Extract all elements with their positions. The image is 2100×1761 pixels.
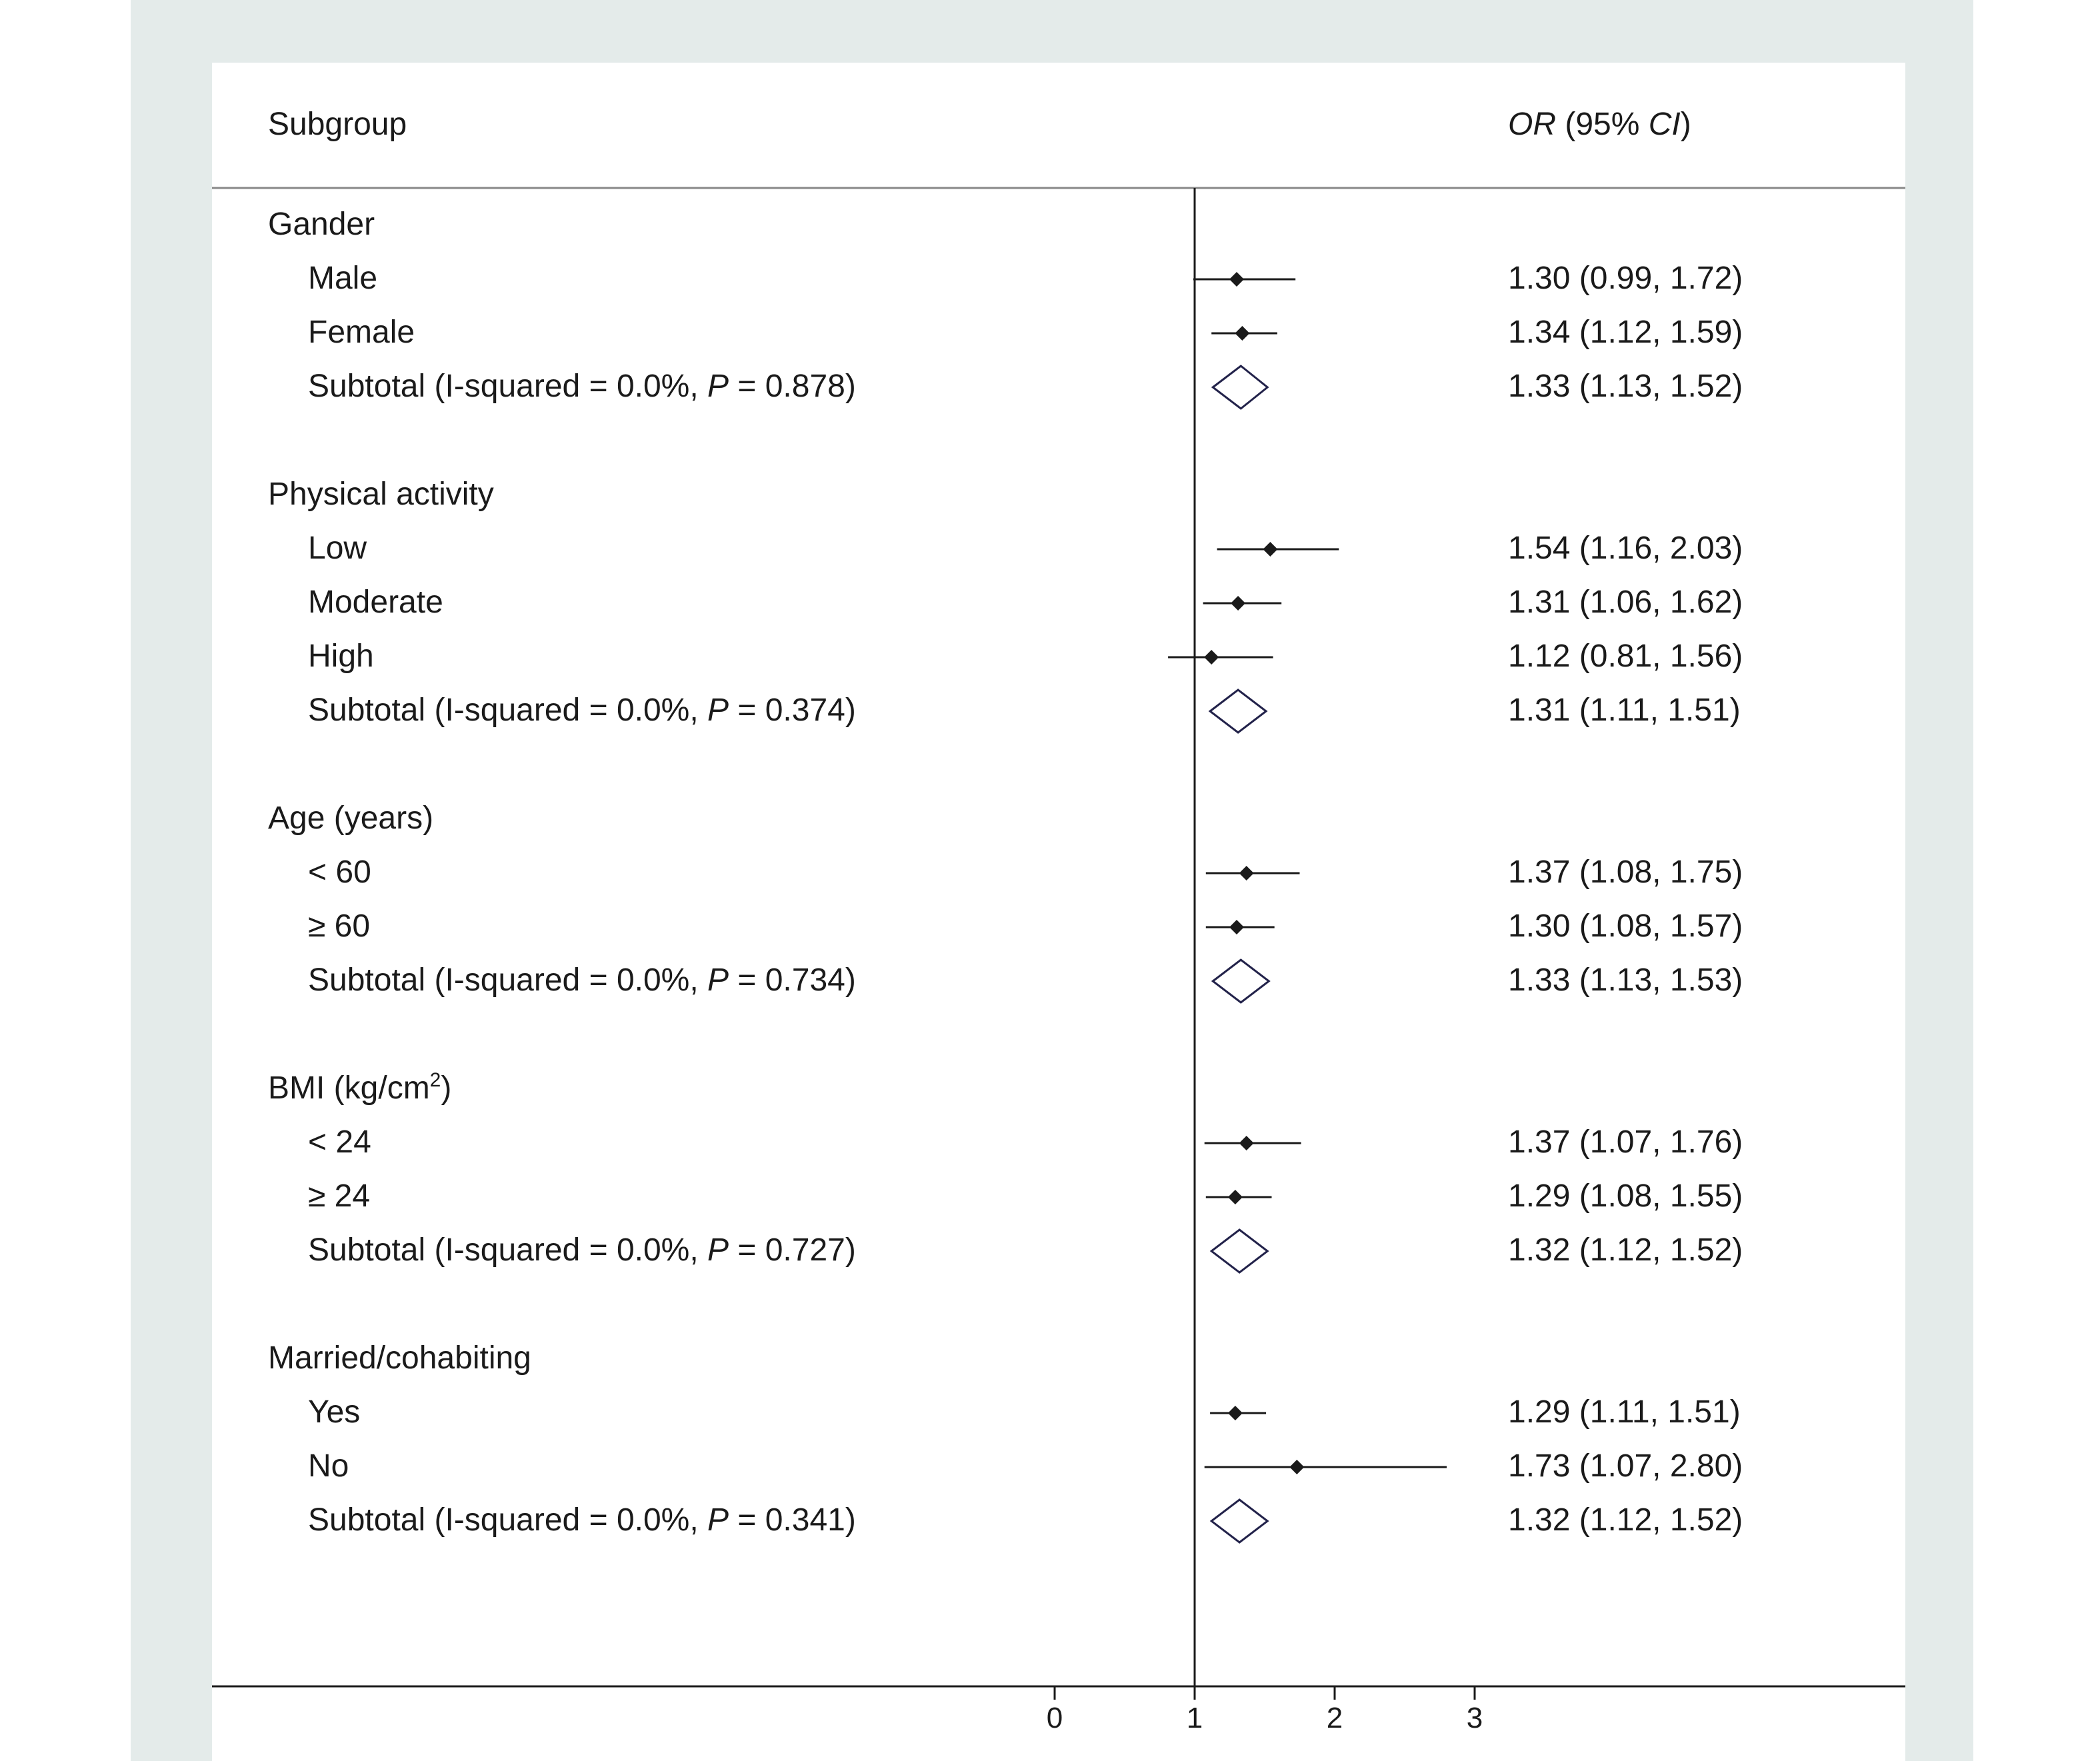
point-estimate-marker — [1239, 866, 1254, 880]
estimate-ci-label: 1.54 (1.16, 2.03) — [1508, 531, 1743, 566]
subtotal-label: Subtotal (I-squared = 0.0%, P = 0.878) — [308, 369, 856, 404]
pooled-estimate-diamond — [1213, 960, 1269, 1002]
group-label: BMI $(kg/cm^2)$ — [268, 1069, 452, 1106]
study-label: Low — [308, 531, 367, 566]
point-estimate-marker — [1228, 1406, 1243, 1420]
x-tick-label: 1 — [1186, 1702, 1203, 1734]
subtotal-label: Subtotal (I-squared = 0.0%, P = 0.734) — [308, 962, 856, 998]
pooled-estimate-diamond — [1213, 366, 1267, 409]
estimate-ci-label: 1.29 (1.11, 1.51) — [1508, 1394, 1741, 1430]
study-label: No — [308, 1448, 349, 1484]
point-estimate-marker — [1229, 920, 1244, 934]
pooled-estimate-diamond — [1210, 690, 1266, 733]
study-label: < 60 — [308, 855, 371, 890]
x-tick-label: 3 — [1466, 1702, 1483, 1734]
study-label: Male — [308, 261, 378, 296]
study-label: Female — [308, 315, 415, 350]
estimate-ci-label: 1.12 (0.81, 1.56) — [1508, 639, 1743, 674]
group-label: Gander — [268, 207, 375, 242]
header-or-ci: OR (95% CI) — [1508, 107, 1691, 142]
point-estimate-marker — [1231, 596, 1245, 611]
subtotal-label: Subtotal (I-squared = 0.0%, P = 0.374) — [308, 693, 856, 728]
estimate-ci-label: 1.73 (1.07, 2.80) — [1508, 1448, 1743, 1484]
estimate-ci-label: 1.32 (1.12, 1.52) — [1508, 1232, 1743, 1268]
point-estimate-marker — [1204, 650, 1219, 665]
subtotal-label: Subtotal (I-squared = 0.0%, P = 0.727) — [308, 1232, 856, 1268]
group-label: Physical activity — [268, 477, 494, 512]
estimate-ci-label: 1.30 (1.08, 1.57) — [1508, 908, 1743, 944]
pooled-estimate-diamond — [1211, 1230, 1267, 1272]
estimate-ci-label: 1.29 (1.08, 1.55) — [1508, 1178, 1743, 1214]
point-estimate-marker — [1229, 272, 1244, 287]
estimate-ci-label: 1.37 (1.07, 1.76) — [1508, 1124, 1743, 1160]
point-estimate-marker — [1239, 1136, 1254, 1150]
x-tick-label: 0 — [1046, 1702, 1063, 1734]
study-label: < 24 — [308, 1124, 371, 1160]
pooled-estimate-diamond — [1211, 1500, 1267, 1542]
x-axis — [1047, 1686, 1483, 1734]
x-tick-label: 2 — [1326, 1702, 1343, 1734]
estimate-ci-label: 1.30 (0.99, 1.72) — [1508, 261, 1743, 296]
group-label: Married/cohabiting — [268, 1340, 531, 1376]
subtotal-label: Subtotal (I-squared = 0.0%, P = 0.341) — [308, 1502, 856, 1538]
estimate-ci-label: 1.34 (1.12, 1.59) — [1508, 315, 1743, 350]
study-label: ≥ 60 — [308, 908, 371, 944]
point-estimate-marker — [1289, 1460, 1304, 1474]
study-label: ≥ 24 — [308, 1178, 371, 1214]
point-estimate-marker — [1235, 326, 1249, 341]
estimate-ci-label: 1.31 (1.11, 1.51) — [1508, 693, 1741, 728]
estimate-ci-label: 1.31 (1.06, 1.62) — [1508, 585, 1743, 620]
estimate-ci-label: 1.33 (1.13, 1.53) — [1508, 962, 1743, 998]
header-subgroup: Subgroup — [268, 107, 407, 142]
point-estimate-marker — [1263, 542, 1277, 557]
study-label: Moderate — [308, 585, 443, 620]
point-estimate-marker — [1228, 1190, 1243, 1204]
study-label: High — [308, 639, 374, 674]
group-label: Age (years) — [268, 801, 434, 836]
rows-layer — [268, 207, 1743, 1542]
study-label: Yes — [308, 1394, 361, 1430]
estimate-ci-label: 1.32 (1.12, 1.52) — [1508, 1502, 1743, 1538]
estimate-ci-label: 1.33 (1.13, 1.52) — [1508, 369, 1743, 404]
estimate-ci-label: 1.37 (1.08, 1.75) — [1508, 855, 1743, 890]
